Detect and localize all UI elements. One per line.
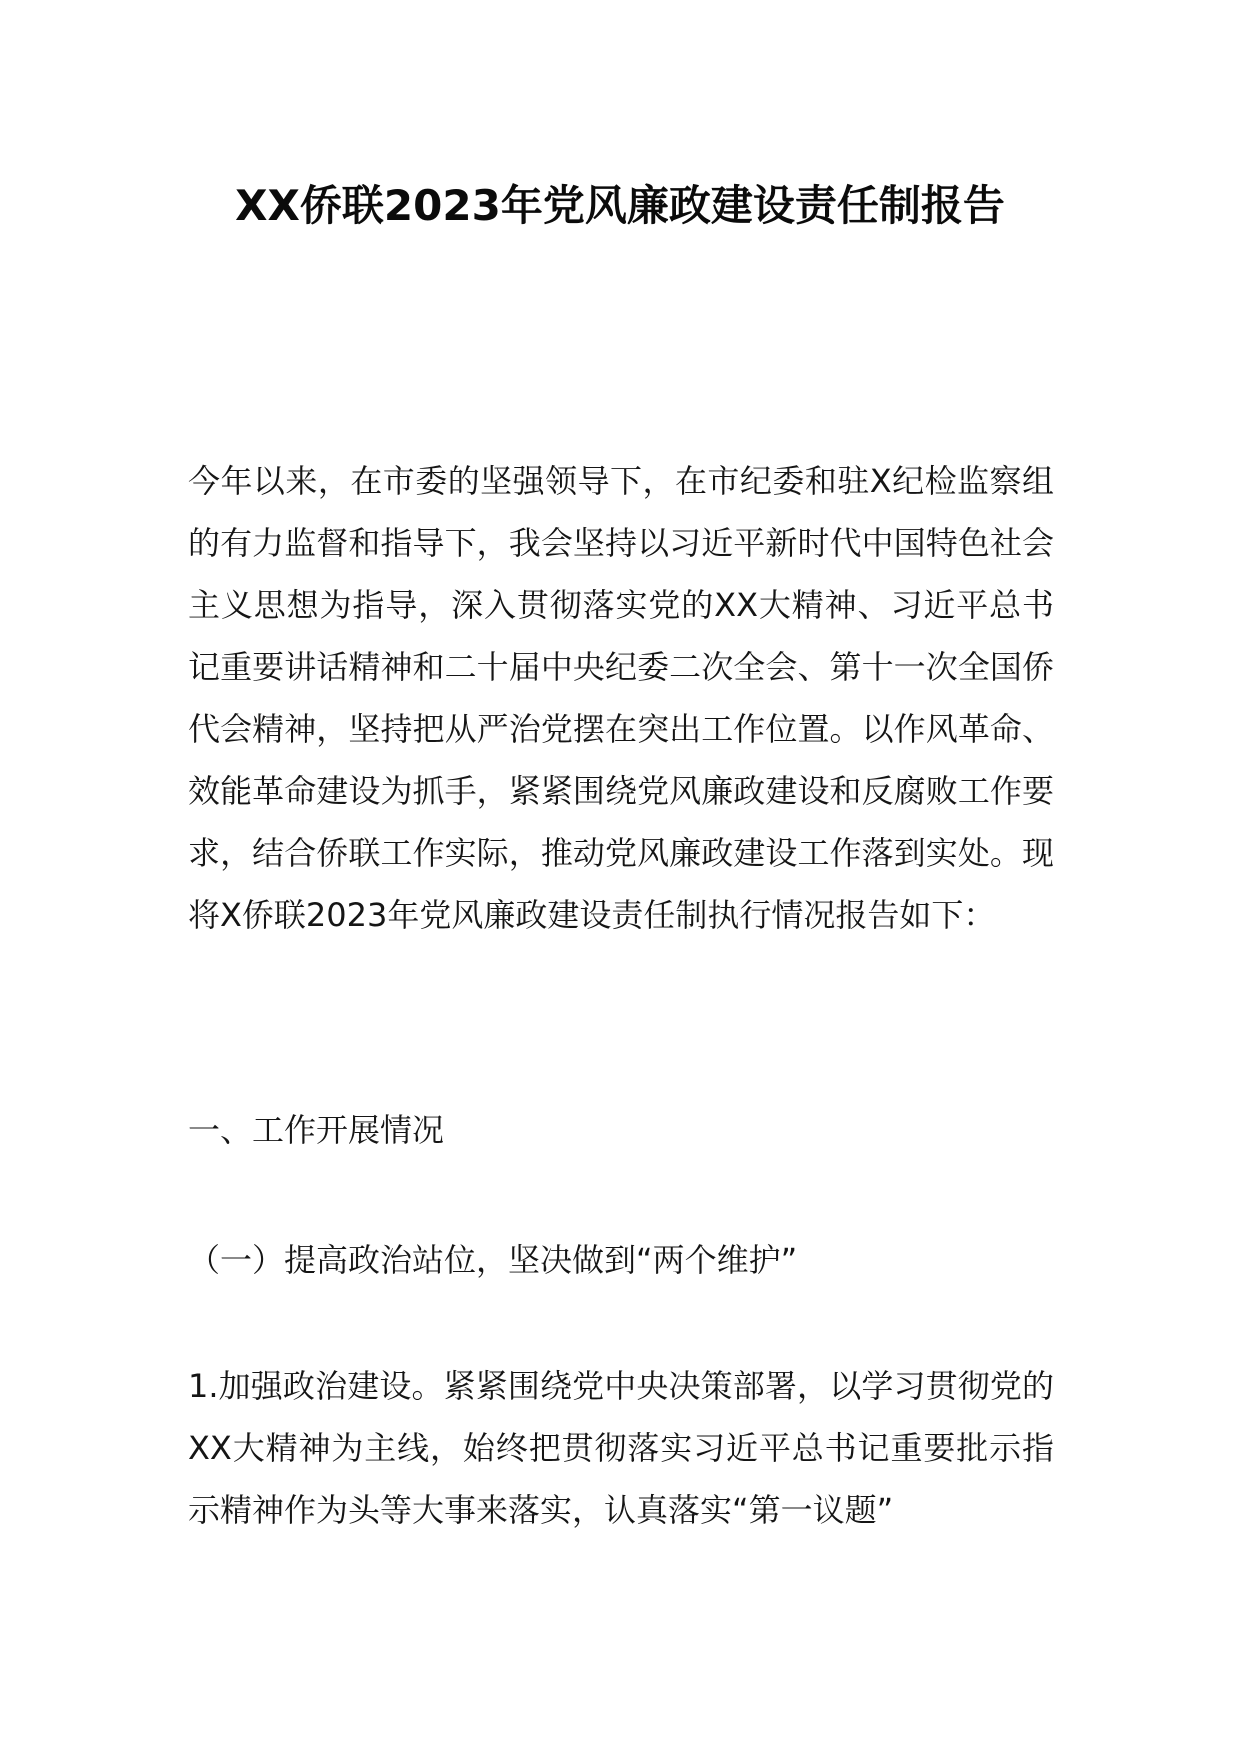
section-heading: 一、工作开展情况 bbox=[188, 1111, 445, 1149]
subsection-heading: （一）提高政治站位，坚决做到“两个维护” bbox=[188, 1241, 798, 1279]
document-title: XX侨联2023年党风廉政建设责任制报告 bbox=[235, 181, 1005, 230]
item-paragraph: 1.加强政治建设。紧紧围绕党中央决策部署，以学习贯彻党的XX大精神为主线，始终把贯彻落实习近平总书记重要批示指示精神作为头等大事来落实，认真落实“第一议题” bbox=[188, 1367, 1054, 1529]
intro-paragraph: 今年以来，在市委的坚强领导下，在市纪委和驻X纪检监察组的有力监督和指导下，我会坚持以习近平新时代中国特色社会主义思想为指导，深入贯彻落实党的XX大精神、习近平总书记重要讲话精神和二十届中央纪委二次全会、第十一次全国侨代会精神，坚持把从严治党摆在突出工作位置。以作风革命、效能革命建设为抓手，紧紧围绕党风廉政建设和反腐败工作要求，结合侨联工作实际，推动党风廉政建设工作落到实处。现将X侨联2023年党风廉政建设责任制执行情况报告如下： bbox=[188, 462, 1054, 934]
